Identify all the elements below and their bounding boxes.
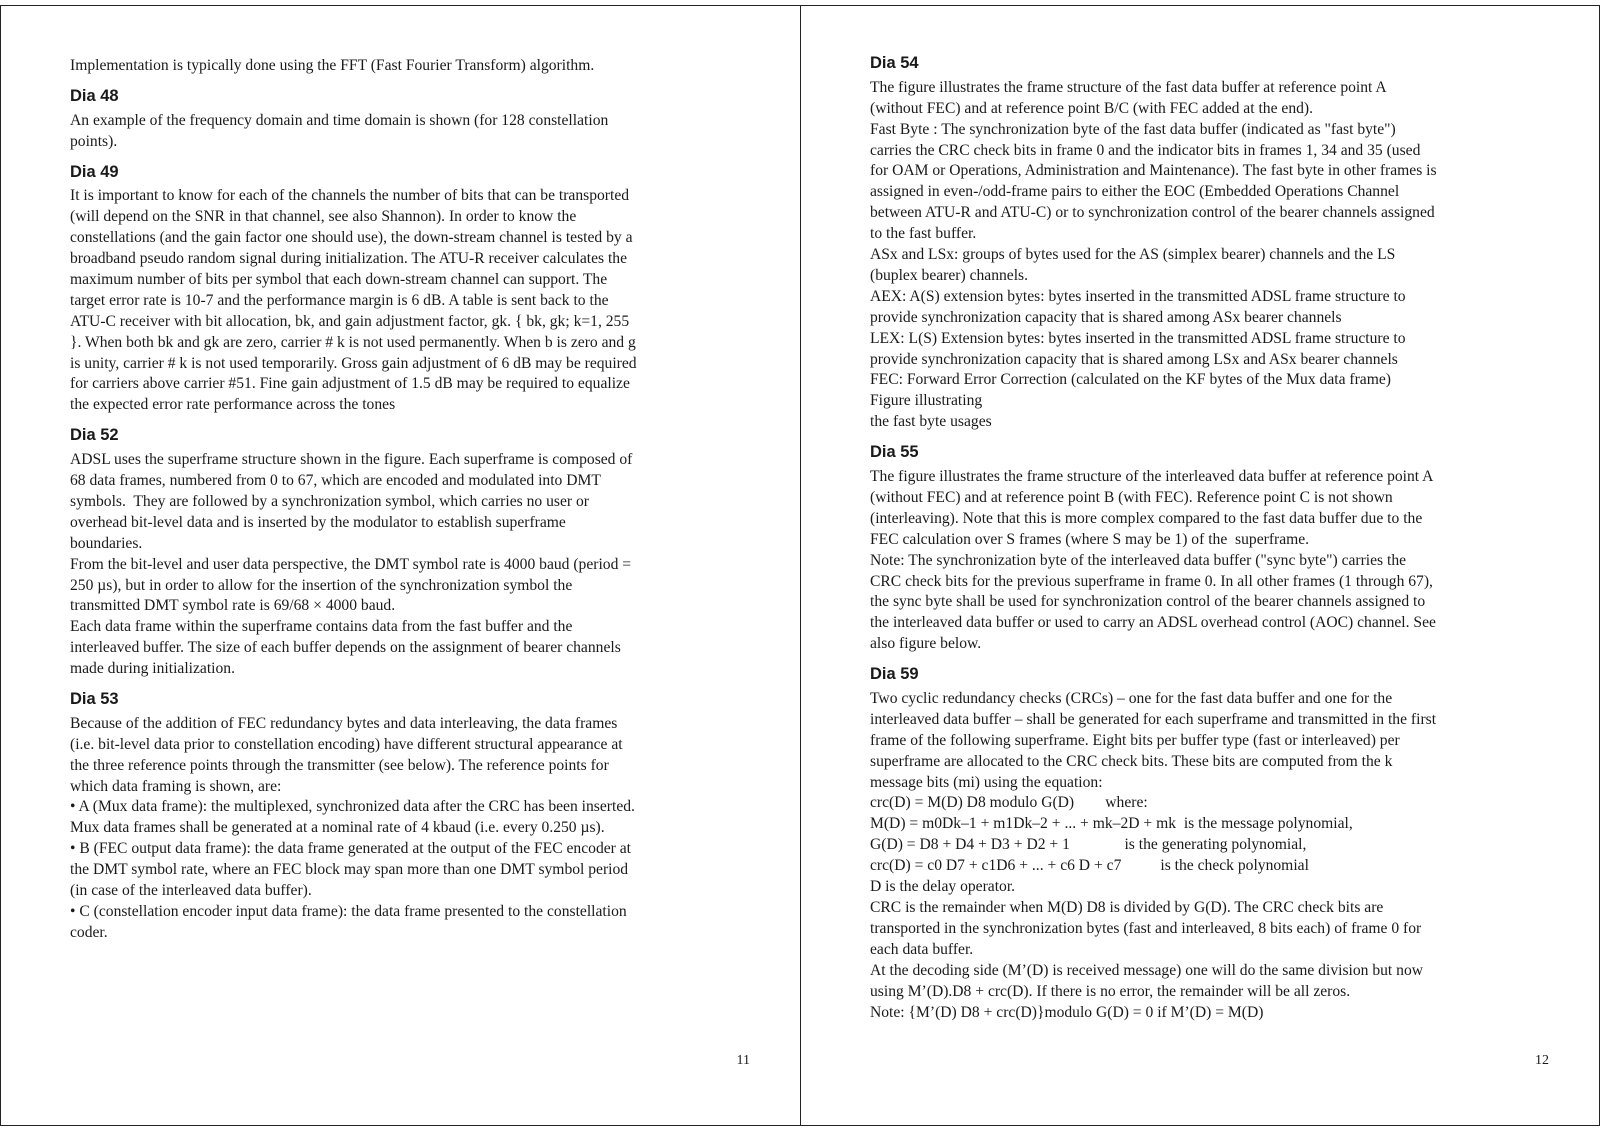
page-number: 11 bbox=[736, 1053, 750, 1068]
text-line: D is the delay operator. bbox=[870, 878, 1016, 896]
text-line: 68 data frames, numbered from 0 to 67, which are encoded and modulated into DMT bbox=[70, 471, 601, 489]
text-line: maximum number of bits per symbol that each down-stream channel can support. The bbox=[70, 270, 608, 288]
text-line: the sync byte shall be used for synchronization control of the bearer channels assigned to bbox=[870, 593, 1426, 611]
text-line: for carriers above carrier #51. Fine gain adjustment of 1.5 dB may be required to equalize bbox=[70, 375, 630, 393]
section-heading: Dia 53 bbox=[70, 690, 119, 709]
text-line: the expected error rate performance across the tones bbox=[70, 396, 396, 414]
page-right bbox=[800, 5, 1600, 1126]
section-heading: Dia 54 bbox=[870, 54, 919, 72]
text-line: crc(D) = c0 D7 + c1D6 + ... + c6 D + c7 is the check polynomial bbox=[870, 857, 1309, 875]
text-line: It is important to know for each of the channels the number of bits that can be transported bbox=[70, 187, 630, 205]
text-line: provide synchronization capacity that is shared among ASx bearer channels bbox=[870, 308, 1342, 326]
text-line: (i.e. bit-level data prior to constellation encoding) have different structural appearance at bbox=[70, 735, 623, 753]
text-line: the three reference points through the transmitter (see below). The reference points for bbox=[70, 756, 609, 774]
text-line: ASx and LSx: groups of bytes used for the AS (simplex bearer) channels and the LS bbox=[870, 246, 1396, 264]
text-line: provide synchronization capacity that is shared among LSx and ASx bearer channels bbox=[870, 350, 1398, 368]
text-line: }. When both bk and gk are zero, carrier # k is not used permanently. When b is zero and g bbox=[70, 333, 636, 351]
text-line: • B (FEC output data frame): the data frame generated at the output of the FEC encoder at bbox=[70, 840, 632, 858]
text-line: CRC is the remainder when M(D) D8 is divided by G(D). The CRC check bits are bbox=[870, 899, 1384, 917]
text-line: superframe are allocated to the CRC check bits. These bits are computed from the k bbox=[870, 752, 1393, 770]
text-line: The figure illustrates the frame structure of the interleaved data buffer at reference point A bbox=[870, 468, 1434, 485]
text-line: G(D) = D8 + D4 + D3 + D2 + 1 is the generating polynomial, bbox=[870, 836, 1307, 854]
text-line: (in case of the interleaved data buffer). bbox=[70, 882, 312, 900]
text-line: • C (constellation encoder input data frame): the data frame presented to the constellation bbox=[70, 903, 627, 920]
section-heading: Dia 49 bbox=[70, 162, 119, 181]
text-line: to the fast buffer. bbox=[870, 225, 977, 243]
section-heading: Dia 48 bbox=[70, 86, 119, 105]
intro-paragraph: Implementation is typically done using the FFT (Fast Fourier Transform) algorithm. bbox=[70, 57, 595, 74]
text-line: using M’(D).D8 + crc(D). If there is no error, the remainder will be all zeros. bbox=[870, 982, 1351, 1000]
text-line: overhead bit-level data and is inserted by the modulator to establish superframe bbox=[70, 513, 566, 531]
section-heading: Dia 55 bbox=[870, 443, 919, 462]
page-number: 12 bbox=[1535, 1053, 1549, 1068]
text-line: points). bbox=[70, 132, 118, 150]
text-line: each data buffer. bbox=[870, 940, 974, 958]
text-line: Note: The synchronization byte of the interleaved data buffer ("sync byte") carries the bbox=[870, 551, 1407, 569]
text-line: M(D) = m0Dk–1 + m1Dk–2 + ... + mk–2D + mk is the message polynomial, bbox=[870, 815, 1353, 833]
text-line: transported in the synchronization bytes (fast and interleaved, 8 bits each) of frame 0 for bbox=[870, 919, 1422, 937]
page-left-content bbox=[70, 50, 750, 944]
text-line: also figure below. bbox=[870, 635, 982, 653]
text-line: which data framing is shown, are: bbox=[70, 777, 282, 795]
text-line: FEC calculation over S frames (where S may be 1) of the superframe. bbox=[870, 530, 1310, 548]
text-line: made during initialization. bbox=[70, 660, 235, 678]
text-line: At the decoding side (M’(D) is received message) one will do the same division but now bbox=[870, 961, 1424, 979]
section-body bbox=[870, 78, 1566, 433]
text-line: AEX: A(S) extension bytes: bytes inserted in the transmitted ADSL frame structure to bbox=[870, 287, 1406, 305]
section-heading: Dia 59 bbox=[870, 665, 919, 684]
text-line: (buplex bearer) channels. bbox=[870, 266, 1029, 284]
text-line: Mux data frames shall be generated at a nominal rate of 4 kbaud (i.e. every 0.250 µs). bbox=[70, 819, 605, 837]
text-line: target error rate is 10-7 and the performance margin is 6 dB. A table is sent back to the bbox=[70, 291, 609, 309]
text-line: (interleaving). Note that this is more complex compared to the fast data buffer due to the bbox=[870, 509, 1423, 527]
text-line: frame of the following superframe. Eight bits per buffer type (fast or interleaved) per bbox=[870, 731, 1400, 749]
text-line: the DMT symbol rate, where an FEC block may span more than one DMT symbol period bbox=[70, 861, 629, 879]
text-line: symbols. They are followed by a synchronization symbol, which carries no user or bbox=[70, 492, 589, 510]
text-line: The figure illustrates the frame structure of the fast data buffer at reference point A bbox=[870, 78, 1387, 96]
text-line: (without FEC) and at reference point B/C (with FEC added at the end). bbox=[870, 99, 1314, 117]
text-line: From the bit-level and user data perspective, the DMT symbol rate is 4000 baud (period = bbox=[70, 555, 632, 573]
text-line: An example of the frequency domain and time domain is shown (for 128 constellation bbox=[70, 111, 609, 129]
text-line: assigned in even-/odd-frame pairs to either the EOC (Embedded Operations Channel bbox=[870, 183, 1400, 201]
section-heading: Dia 52 bbox=[70, 426, 119, 445]
text-line: interleaved data buffer – shall be generated for each superframe and transmitted in the first bbox=[870, 710, 1437, 728]
text-line: ATU-C receiver with bit allocation, bk, and gain adjustment factor, gk. { bk, gk; k=1, 255 bbox=[70, 312, 630, 330]
text-line: carries the CRC check bits in frame 0 and the indicator bits in frames 1, 34 and 35 (used bbox=[870, 141, 1421, 159]
text-line: Two cyclic redundancy checks (CRCs) – one for the fast data buffer and one for the bbox=[870, 689, 1393, 707]
page-right-content bbox=[870, 50, 1566, 1023]
text-line: Note: {M’(D) D8 + crc(D)}modulo G(D) = 0 if M’(D) = M(D) bbox=[870, 1003, 1264, 1021]
text-line: FEC: Forward Error Correction (calculated on the KF bytes of the Mux data frame) bbox=[870, 371, 1391, 389]
text-line: 250 µs), but in order to allow for the insertion of the synchronization symbol the bbox=[70, 576, 573, 594]
text-line: crc(D) = M(D) D8 modulo G(D) where: bbox=[870, 794, 1148, 812]
text-line: Figure illustrating bbox=[870, 392, 983, 410]
text-line: interleaved buffer. The size of each buffer depends on the assignment of bearer channels bbox=[70, 639, 621, 657]
text-line: boundaries. bbox=[70, 534, 143, 552]
section-body bbox=[70, 450, 750, 680]
text-line: is unity, carrier # k is not used temporarily. Gross gain adjustment of 6 dB may be required bbox=[70, 354, 637, 372]
text-line: constellations (and the gain factor one should use), the down-stream channel is tested by a bbox=[70, 229, 633, 247]
section-body bbox=[70, 714, 750, 944]
text-line: for OAM or Operations, Administration and Maintenance). The fast byte in other frames is bbox=[870, 162, 1437, 180]
text-line: transmitted DMT symbol rate is 69/68 × 4000 baud. bbox=[70, 597, 396, 615]
text-line: message bits (mi) using the equation: bbox=[870, 773, 1103, 791]
text-line: the interleaved data buffer or used to carry an ADSL overhead control (AOC) channel. See bbox=[870, 614, 1436, 632]
text-line: Each data frame within the superframe contains data from the fast buffer and the bbox=[70, 618, 573, 636]
text-line: LEX: L(S) Extension bytes: bytes inserted in the transmitted ADSL frame structure to bbox=[870, 329, 1406, 347]
text-line: CRC check bits for the previous superframe in frame 0. In all other frames (1 through 67), bbox=[870, 572, 1433, 590]
section-body bbox=[70, 186, 750, 416]
text-line: Because of the addition of FEC redundancy bytes and data interleaving, the data frames bbox=[70, 714, 618, 732]
page-left bbox=[0, 5, 801, 1126]
text-line: between ATU-R and ATU-C) or to synchronization control of the bearer channels assigned bbox=[870, 204, 1435, 222]
text-line: (without FEC) and at reference point B (with FEC). Reference point C is not shown bbox=[870, 488, 1393, 506]
text-line: coder. bbox=[70, 923, 108, 941]
text-line: (will depend on the SNR in that channel, see also Shannon). In order to know the bbox=[70, 208, 577, 226]
text-line: ADSL uses the superframe structure shown in the figure. Each superframe is composed of bbox=[70, 451, 633, 469]
section-body bbox=[70, 111, 750, 153]
text-line: Fast Byte : The synchronization byte of the fast data buffer (indicated as "fast byte") bbox=[870, 120, 1396, 138]
section-body bbox=[870, 689, 1566, 1024]
text-line: • A (Mux data frame): the multiplexed, synchronized data after the CRC has been inserted. bbox=[70, 798, 635, 816]
text-line: the fast byte usages bbox=[870, 413, 992, 431]
section-body bbox=[870, 467, 1566, 655]
text-line: broadband pseudo random signal during initialization. The ATU-R receiver calculates the bbox=[70, 250, 628, 268]
